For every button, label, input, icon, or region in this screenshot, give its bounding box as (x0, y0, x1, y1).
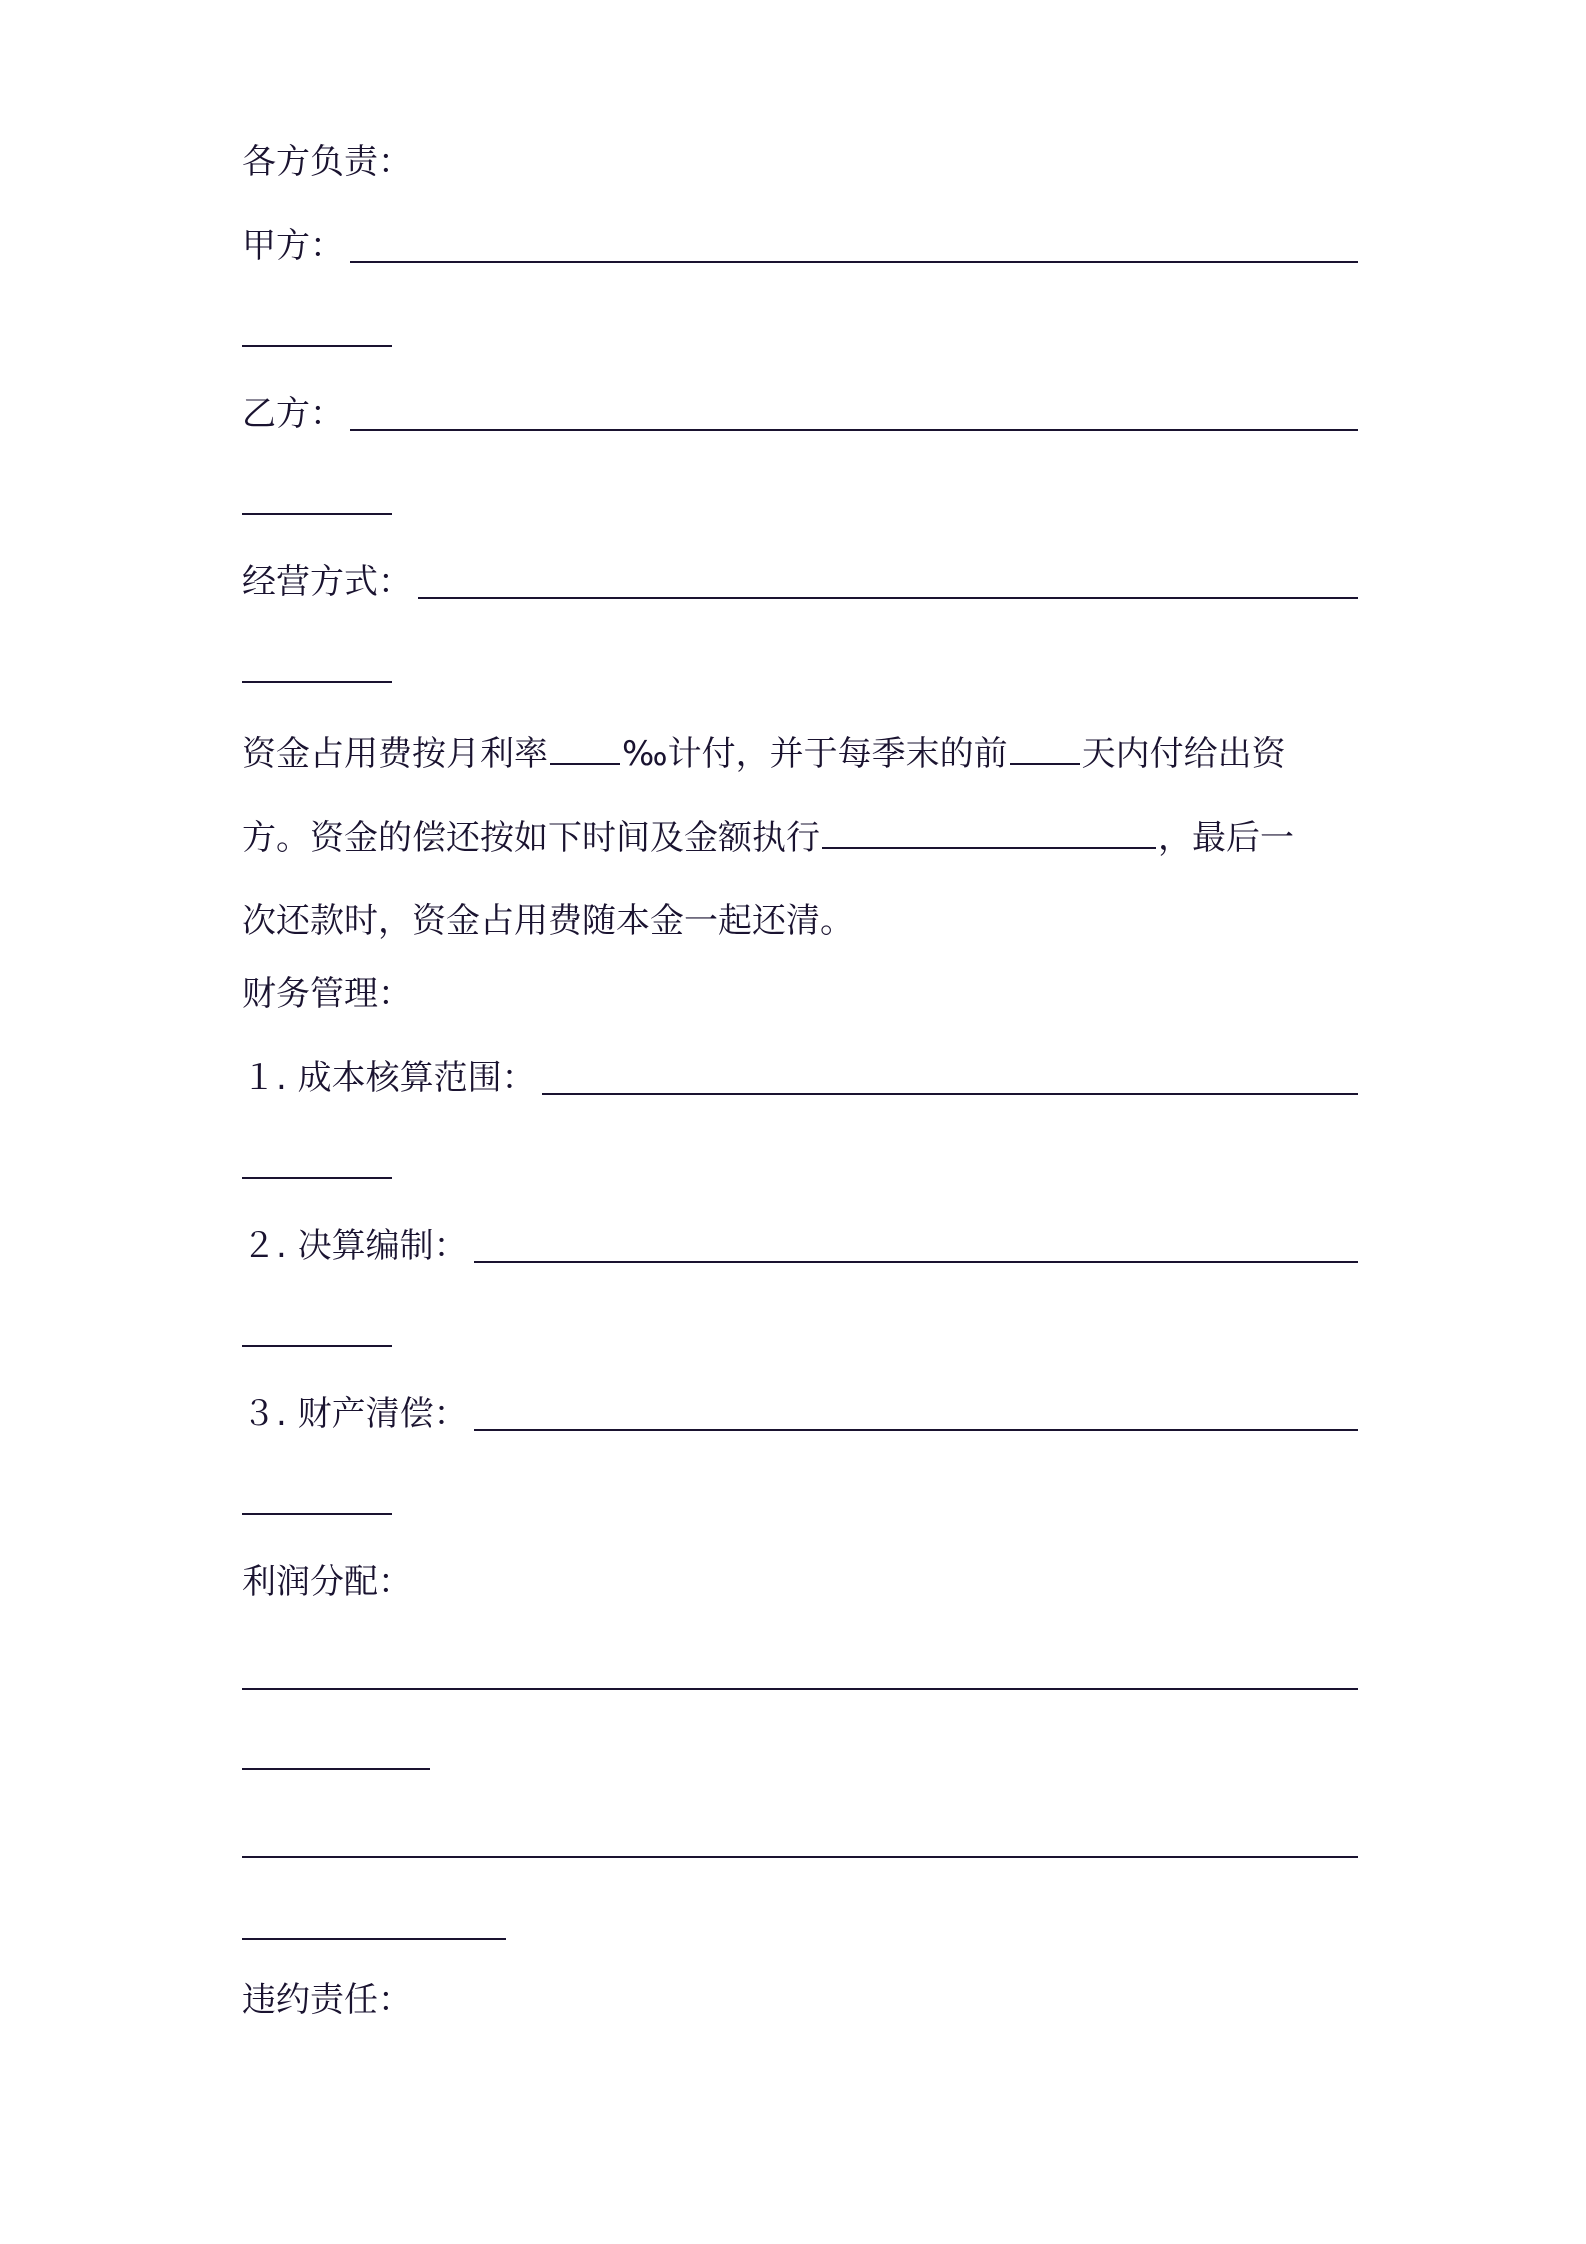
operation-line (242, 548, 1358, 608)
funding-text-6: 次还款时，资金占用费随本金一起还清。 (242, 901, 854, 941)
party-a-label: 甲方： (242, 226, 344, 266)
profit-blank-1[interactable] (242, 1688, 1358, 1690)
property-settlement-blank[interactable] (474, 1429, 1358, 1431)
days-blank[interactable] (1010, 763, 1080, 765)
funding-text-1: 资金占用费按月利率 (242, 734, 548, 774)
property-settlement-blank-continued[interactable] (242, 1513, 392, 1515)
finance-heading: 财务管理： (242, 974, 412, 1014)
responsibility-heading-line (242, 128, 1358, 188)
finance-item-2-label: ２. 决算编制： (242, 1226, 468, 1266)
cost-accounting-blank[interactable] (542, 1093, 1358, 1095)
party-b-blank-continued[interactable] (242, 513, 392, 515)
profit-blank-2-continued[interactable] (242, 1938, 506, 1940)
party-a-blank[interactable] (350, 261, 1358, 263)
profit-heading: 利润分配： (242, 1562, 412, 1602)
funding-text-2: ‰计付，并于每季末的前 (622, 734, 1008, 774)
operation-blank[interactable] (418, 597, 1358, 599)
finance-item-3-label: ３. 财产清偿： (242, 1394, 468, 1434)
party-b-label: 乙方： (242, 394, 344, 434)
funding-paragraph-line-3 (242, 893, 1358, 941)
responsibility-heading: 各方负责： (242, 142, 412, 182)
finance-item-2-line (242, 1212, 1358, 1272)
funding-text-4: 方。资金的偿还按如下时间及金额执行 (242, 818, 820, 858)
finance-item-1-line (242, 1044, 1358, 1104)
breach-heading-line (242, 1966, 1358, 2026)
final-accounts-blank-continued[interactable] (242, 1345, 392, 1347)
cost-accounting-blank-continued[interactable] (242, 1177, 392, 1179)
finance-heading-line (242, 960, 1358, 1020)
funding-paragraph-line-2 (242, 810, 1358, 858)
party-b-blank[interactable] (350, 429, 1358, 431)
monthly-rate-blank[interactable] (550, 763, 620, 765)
party-b-line (242, 380, 1358, 440)
operation-blank-continued[interactable] (242, 681, 392, 683)
final-accounts-blank[interactable] (474, 1261, 1358, 1263)
repayment-schedule-blank[interactable] (822, 847, 1156, 849)
breach-heading: 违约责任： (242, 1980, 412, 2020)
finance-item-3-line (242, 1380, 1358, 1440)
operation-label: 经营方式： (242, 562, 412, 602)
party-a-line (242, 212, 1358, 272)
funding-text-3: 天内付给出资 (1081, 734, 1286, 774)
funding-paragraph-line-1 (242, 726, 1358, 774)
profit-heading-line (242, 1548, 1358, 1608)
profit-blank-1-continued[interactable] (242, 1768, 430, 1770)
finance-item-1-label: １. 成本核算范围： (242, 1058, 536, 1098)
funding-text-5: ，最后一 (1158, 818, 1294, 858)
party-a-blank-continued[interactable] (242, 345, 392, 347)
profit-blank-2[interactable] (242, 1856, 1358, 1858)
